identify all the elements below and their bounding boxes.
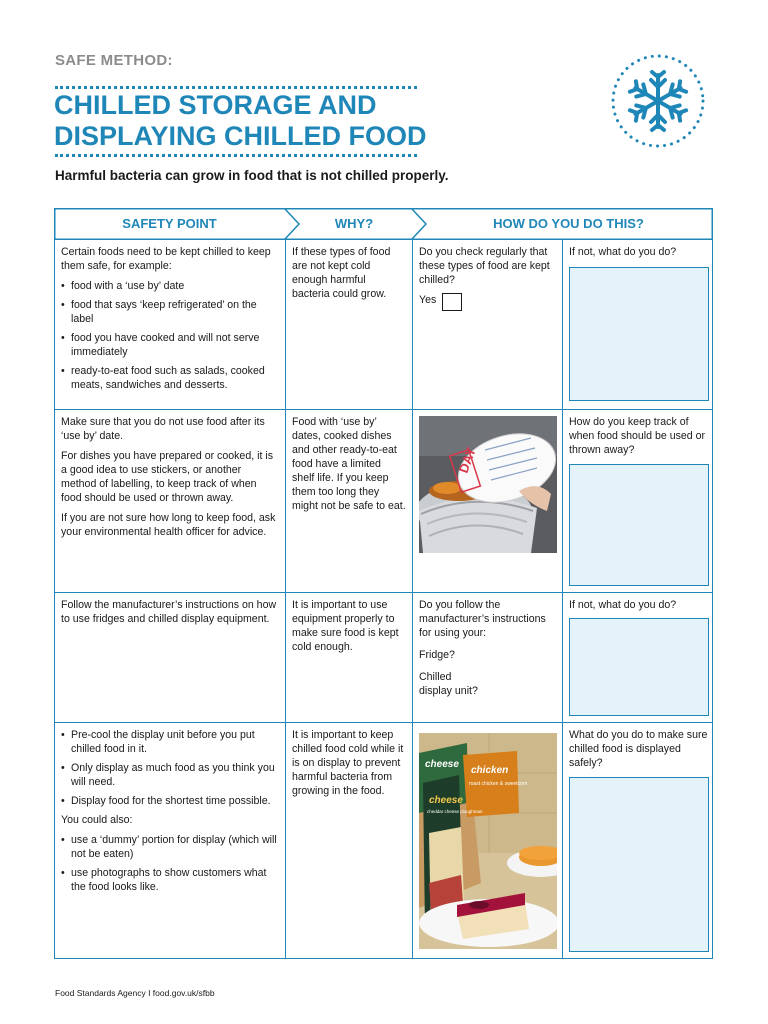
- check-question: Do you follow the manufacturer’s instructions for using your:: [419, 599, 546, 639]
- why-text: Food with ‘use by’ dates, cooked dishes and other ready-to-eat food have a limited shelf life. If you keep them too long they might not be safe to eat.: [292, 416, 406, 512]
- safety-bullet-list: [61, 728, 279, 808]
- table-row: [54, 410, 713, 593]
- check-item-fridge: Fridge?: [419, 649, 455, 661]
- why-cell: [286, 240, 413, 409]
- answer-cell: [563, 410, 714, 592]
- check-cell: [413, 593, 563, 722]
- safety-also-text: You could also:: [61, 814, 133, 826]
- yes-label: Yes: [419, 294, 437, 306]
- list-item: • Display food for the shortest time possible.: [61, 794, 279, 808]
- answer-prompt: How do you keep track of when food should be used or thrown away?: [569, 416, 706, 456]
- header-safety-point: SAFETY POINT: [122, 216, 217, 231]
- safety-bullet-list: [61, 833, 279, 894]
- dotted-rule-bottom: [55, 154, 417, 157]
- check-question: Do you check regularly that these types of food are kept chilled?: [419, 246, 550, 286]
- page-title: [54, 90, 427, 152]
- table-row: [54, 723, 713, 959]
- title-line-1: CHILLED STORAGE AND: [54, 90, 377, 120]
- photo-cell: [413, 410, 563, 592]
- list-item: • Only display as much food as you think you will need.: [61, 761, 279, 789]
- why-text: If these types of food are not kept cold enough harmful bacteria could grow.: [292, 246, 391, 300]
- answer-cell: [563, 723, 714, 958]
- why-text: It is important to keep chilled food cold while it is on display to prevent harmful bacteria from growing in the food.: [292, 729, 404, 797]
- answer-prompt: If not, what do you do?: [569, 246, 677, 258]
- why-cell: [286, 593, 413, 722]
- list-item: • use a ‘dummy’ portion for display (which will not be eaten): [61, 833, 279, 861]
- kicker-text: SAFE METHOD:: [55, 52, 173, 69]
- photo-cell: [413, 723, 563, 958]
- header-how: HOW DO YOU DO THIS?: [493, 216, 644, 231]
- list-item: • food with a ‘use by’ date: [61, 279, 279, 293]
- answer-field[interactable]: [569, 267, 709, 401]
- safety-point-cell: [55, 593, 286, 722]
- safety-point-cell: [55, 723, 286, 958]
- answer-cell: [563, 593, 714, 722]
- food-display-photo: [419, 733, 557, 949]
- list-item: • food you have cooked and will not serve immediately: [61, 331, 279, 359]
- why-text: It is important to use equipment properly to make sure food is kept cold enough.: [292, 599, 399, 653]
- safety-intro: Certain foods need to be kept chilled to keep them safe, for example:: [61, 246, 271, 272]
- safety-paragraph: For dishes you have prepared or cooked, it is a good idea to use stickers, or another method of labelling, to keep track of when food should be used or thrown away.: [61, 450, 273, 504]
- list-item: • food that says ‘keep refrigerated’ on the label: [61, 298, 279, 326]
- photo-pack-sublabel: roast chicken & sweetcorn: [469, 781, 528, 787]
- table-header: [54, 208, 713, 240]
- answer-prompt: If not, what do you do?: [569, 599, 677, 611]
- dotted-rule-top: [55, 86, 417, 89]
- check-item-display-unit: Chilled display unit?: [419, 671, 478, 697]
- answer-prompt: What do you do to make sure chilled food is displayed safely?: [569, 729, 708, 769]
- list-item: • ready-to-eat food such as salads, cooked meats, sandwiches and desserts.: [61, 364, 279, 392]
- safety-point-cell: [55, 410, 286, 592]
- photo-pack-sublabel: cheddar cheese ploughman: [427, 809, 483, 814]
- yes-checkbox[interactable]: [442, 293, 462, 311]
- why-cell: [286, 410, 413, 592]
- table-row: [54, 240, 713, 410]
- photo-pack-label: cheese: [429, 795, 463, 806]
- answer-field[interactable]: [569, 464, 709, 586]
- list-item: • use photographs to show customers what the food looks like.: [61, 866, 279, 894]
- answer-field[interactable]: [569, 777, 709, 952]
- safety-paragraph: Make sure that you do not use food after its ‘use by’ date.: [61, 416, 265, 442]
- title-line-2: DISPLAYING CHILLED FOOD: [54, 121, 427, 151]
- footer-text: Food Standards Agency I food.gov.uk/sfbb: [55, 988, 215, 998]
- header-why: WHY?: [334, 216, 374, 231]
- snowflake-icon: [629, 72, 686, 130]
- answer-field[interactable]: [569, 618, 709, 716]
- photo-pack-label: chicken: [471, 765, 509, 776]
- list-item: • Pre-cool the display unit before you put chilled food in it.: [61, 728, 279, 756]
- yes-option: [419, 293, 556, 311]
- safety-paragraph: Follow the manufacturer’s instructions on how to use fridges and chilled display equipment.: [61, 599, 277, 625]
- intro-text: Harmful bacteria can grow in food that is not chilled properly.: [55, 168, 449, 183]
- safety-bullet-list: [61, 279, 279, 392]
- table-row: [54, 593, 713, 723]
- answer-cell: [563, 240, 714, 409]
- photo-sticker-text: DAY: [455, 445, 479, 476]
- food-label-photo: [419, 416, 557, 553]
- safety-point-cell: [55, 240, 286, 409]
- why-cell: [286, 723, 413, 958]
- safety-paragraph: If you are not sure how long to keep food, ask your environmental health officer for advice.: [61, 512, 276, 538]
- check-cell: [413, 240, 563, 409]
- snowflake-badge: [610, 53, 706, 149]
- photo-pack-label: cheese: [425, 759, 459, 770]
